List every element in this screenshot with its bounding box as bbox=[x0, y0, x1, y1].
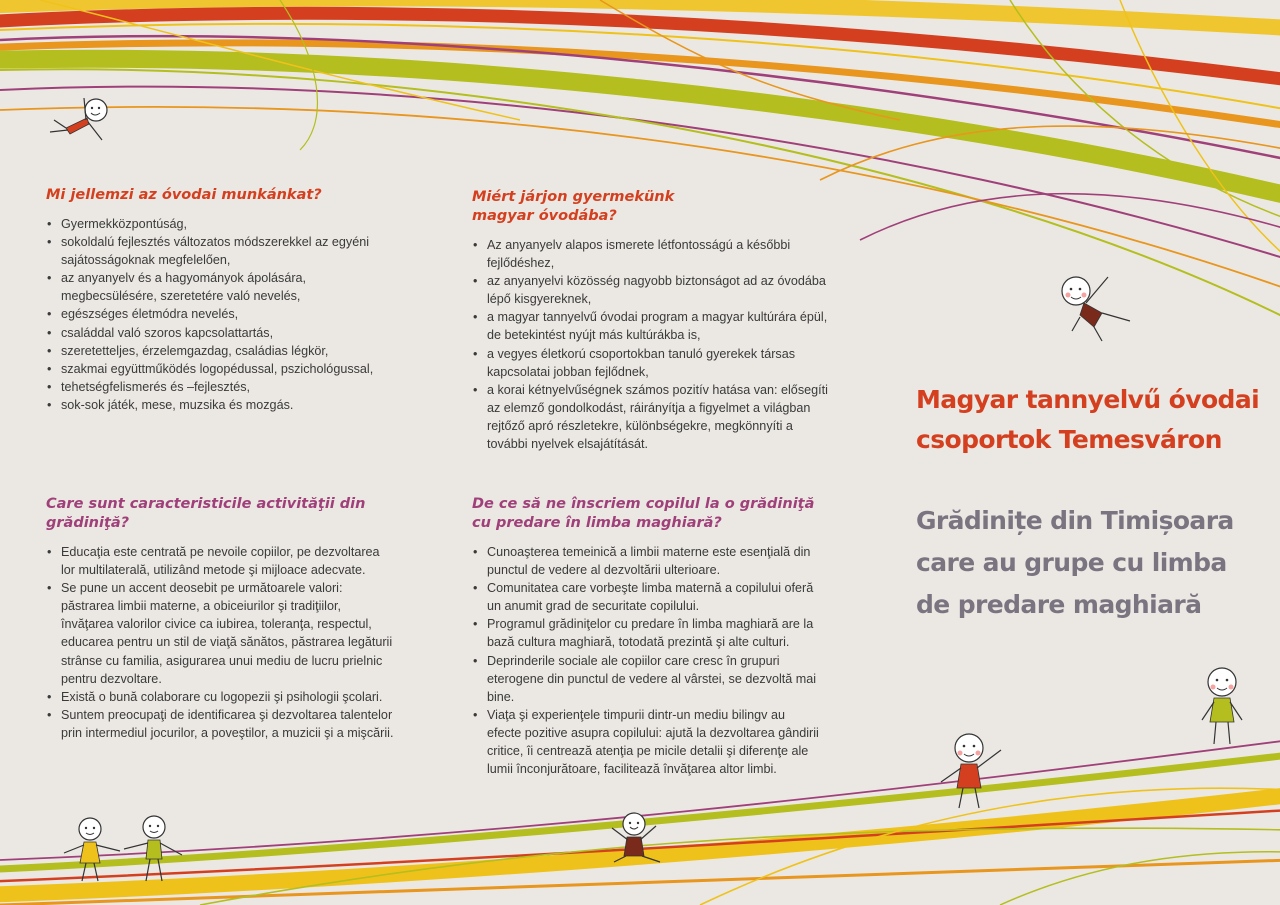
list-item: • Comunitatea care vorbeşte limba maternă a copilului oferă un anumit grad de securitate copilului. bbox=[472, 579, 822, 615]
list-item: • Educaţia este centrată pe nevoile copiilor, pe dezvoltarea lor multilaterală, utilizând metode şi mijloace adecvate. bbox=[46, 543, 396, 579]
list-item: • Se pune un accent deosebit pe următoarele valori: păstrarea limbii materne, a obiceiurilor şi tradiţiilor, învăţarea valorilor civice ca iubirea, toleranţa, respectul, educarea pentru un stil de viaţă sănătos, păstrarea legăturii strânse cu familia, asigurarea unui mediu de lucru prielnic pentru dezvoltare. bbox=[46, 579, 396, 688]
list-item: • Az anyanyelv alapos ismerete létfontosságú a későbbi fejlődéshez, bbox=[472, 236, 832, 272]
section-ro-characteristics bbox=[46, 495, 396, 742]
kid-illustration-bottom-left bbox=[58, 815, 188, 885]
list-item: • sokoldalú fejlesztés változatos módszerekkel az egyéni sajátosságoknak megfelelően, bbox=[46, 233, 396, 269]
list-item: • Cunoaşterea temeinică a limbii materne este esenţială din punctul de vedere al dezvoltării ulterioare. bbox=[472, 543, 822, 579]
list-item: • sok-sok játék, mese, muzsika és mozgás. bbox=[46, 396, 396, 414]
list-item: • az anyanyelv és a hagyományok ápolására, megbecsülésére, szeretetére való nevelés, bbox=[46, 269, 396, 305]
section-title: Care sunt caracteristicile activităţii din grădiniţă? bbox=[46, 496, 366, 531]
list-item: • Suntem preocupaţi de identificarea şi dezvoltarea talentelor prin intermediul jocurilor, a poveştilor, a muzicii şi a mişcării. bbox=[46, 706, 396, 742]
kid-illustration-bottom-right-1 bbox=[935, 728, 1015, 813]
kid-illustration-right bbox=[1050, 265, 1140, 345]
list-item: • a vegyes életkorú csoportokban tanuló gyerekek társas kapcsolatai jobban fejlődnek, bbox=[472, 345, 832, 381]
kid-illustration-top-left bbox=[44, 90, 114, 155]
list-item: • Deprinderile sociale ale copiilor care cresc în grupuri eterogene din punctul de vedere al vârstei, se dezvoltă mai bine. bbox=[472, 652, 822, 706]
list-item: • a korai kétnyelvűségnek számos pozitív hatása van: elősegíti az elemző gondolkodást, ráirányítja a figyelmet a világban rejtőző apró részletekre, különbségekre, megkönnyíti a további nyelvek elsajátítását. bbox=[472, 381, 832, 453]
bullet-list bbox=[46, 543, 396, 742]
list-item: • tehetségfelismerés és –fejlesztés, bbox=[46, 378, 396, 396]
bullet-list bbox=[472, 236, 832, 453]
section-title: Mi jellemzi az óvodai munkánkat? bbox=[46, 187, 322, 203]
section-title: De ce să ne înscriem copilul la o grădiniţă cu predare în limba maghiară? bbox=[472, 496, 815, 531]
kid-illustration-bottom-right-2 bbox=[1190, 660, 1260, 750]
list-item: • Viaţa şi experienţele timpurii dintr-un mediu bilingv au efecte pozitive asupra copilului: ajută la dezvoltarea gândirii critice, îi centrează atenţia pe micile detalii şi diferenţe ale lumii înconjurătoare, facilitează învăţarea altor limbi. bbox=[472, 706, 822, 778]
section-title: Miért járjon gyermekünk magyar óvodába? bbox=[472, 189, 675, 224]
list-item: • családdal való szoros kapcsolattartás, bbox=[46, 324, 396, 342]
cover-title-hungarian: Magyar tannyelvű óvodai csoportok Temesváron bbox=[916, 385, 1260, 454]
list-item: • Gyermekközpontúság, bbox=[46, 215, 396, 233]
list-item: • a magyar tannyelvű óvodai program a magyar kultúrára épül, de betekintést nyújt más kultúrákba is, bbox=[472, 308, 832, 344]
section-ro-why bbox=[472, 495, 822, 778]
list-item: • szakmai együttműködés logopédussal, pszichológussal, bbox=[46, 360, 396, 378]
list-item: • Programul grădiniţelor cu predare în limba maghiară are la bază cultura maghiară, totodată prezintă şi alte culturi. bbox=[472, 615, 822, 651]
list-item: • szeretetteljes, érzelemgazdag, családias légkör, bbox=[46, 342, 396, 360]
section-hu-why bbox=[472, 188, 832, 453]
list-item: • az anyanyelvi közösség nagyobb biztonságot ad az óvodába lépő kisgyereknek, bbox=[472, 272, 832, 308]
list-item: • Există o bună colaborare cu logopezii şi psihologii şcolari. bbox=[46, 688, 396, 706]
section-hu-characteristics bbox=[46, 186, 396, 414]
bullet-list bbox=[472, 543, 822, 778]
bullet-list bbox=[46, 215, 396, 414]
cover-title-romanian: Grădinițe din Timișoara care au grupe cu limba de predare maghiară bbox=[916, 506, 1234, 619]
kid-illustration-bottom-center bbox=[606, 810, 666, 865]
list-item: • egészséges életmódra nevelés, bbox=[46, 305, 396, 323]
